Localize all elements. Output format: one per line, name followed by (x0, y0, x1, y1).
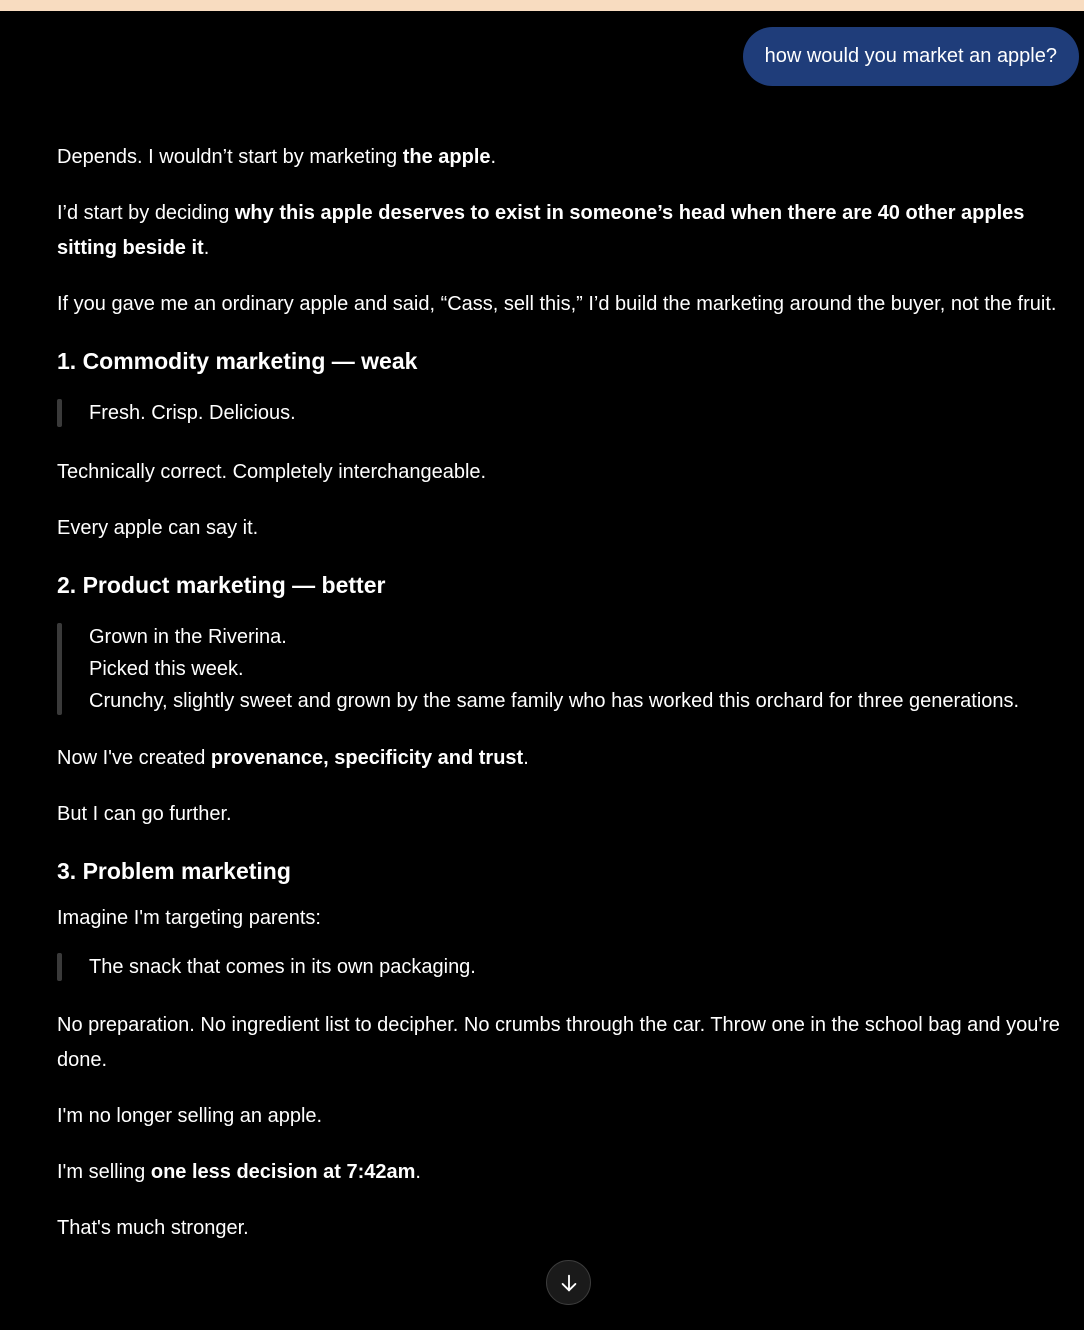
section-heading: 2. Product marketing — better (57, 572, 386, 598)
section-heading: 1. Commodity marketing — weak (57, 348, 418, 374)
text: . (523, 747, 529, 769)
quote-line: The snack that comes in its own packaging. (89, 956, 476, 978)
paragraph (57, 140, 1062, 175)
quote-line: Picked this week. (89, 658, 244, 680)
scroll-to-bottom-button[interactable] (546, 1260, 591, 1305)
text: Now I've created (57, 747, 211, 769)
paragraph: Imagine I'm targeting parents: (57, 907, 321, 929)
quote-line: Grown in the Riverina. (89, 626, 287, 648)
quote-line: Fresh. Crisp. Delicious. (89, 402, 296, 424)
text: I'm selling (57, 1161, 151, 1183)
blockquote (57, 397, 1062, 429)
blockquote (57, 951, 1062, 983)
bold-text: one less decision at 7:42am (150, 1161, 416, 1183)
bold-text: the apple (402, 146, 491, 168)
text: . (490, 146, 497, 168)
paragraph: But I can go further. (57, 803, 232, 825)
paragraph (57, 196, 1062, 266)
text: . (415, 1161, 421, 1183)
assistant-message (57, 140, 1062, 1246)
bold-text: why this apple deserves to exist in someone’s head when there are 40 other apples sitting beside it (57, 202, 1025, 259)
paragraph: If you gave me an ordinary apple and said, “Cass, sell this,” I’d build the marketing around the buyer, not the fruit. (57, 293, 1057, 315)
blockquote (57, 621, 1062, 717)
paragraph: That's much stronger. (57, 1217, 249, 1239)
user-message-bubble (743, 27, 1079, 86)
text: I’d start by deciding (57, 202, 235, 224)
top-strip (0, 0, 1084, 11)
user-message-text: how would you market an apple? (764, 45, 1057, 67)
bold-text: provenance, specificity and trust (210, 747, 524, 769)
quote-line: Crunchy, slightly sweet and grown by the same family who has worked this orchard for three generations. (89, 690, 1020, 712)
paragraph: Every apple can say it. (57, 517, 259, 539)
paragraph: Technically correct. Completely interchangeable. (57, 461, 487, 483)
arrow-down-icon (558, 1272, 580, 1294)
paragraph (57, 1155, 1062, 1190)
paragraph: No preparation. No ingredient list to decipher. No crumbs through the car. Throw one in the school bag and you're done. (57, 1014, 1060, 1071)
paragraph: I'm no longer selling an apple. (57, 1105, 323, 1127)
text: . (203, 237, 210, 259)
section-heading: 3. Problem marketing (57, 858, 291, 884)
paragraph (57, 741, 1062, 776)
text: Depends. I wouldn’t start by marketing (57, 146, 403, 168)
